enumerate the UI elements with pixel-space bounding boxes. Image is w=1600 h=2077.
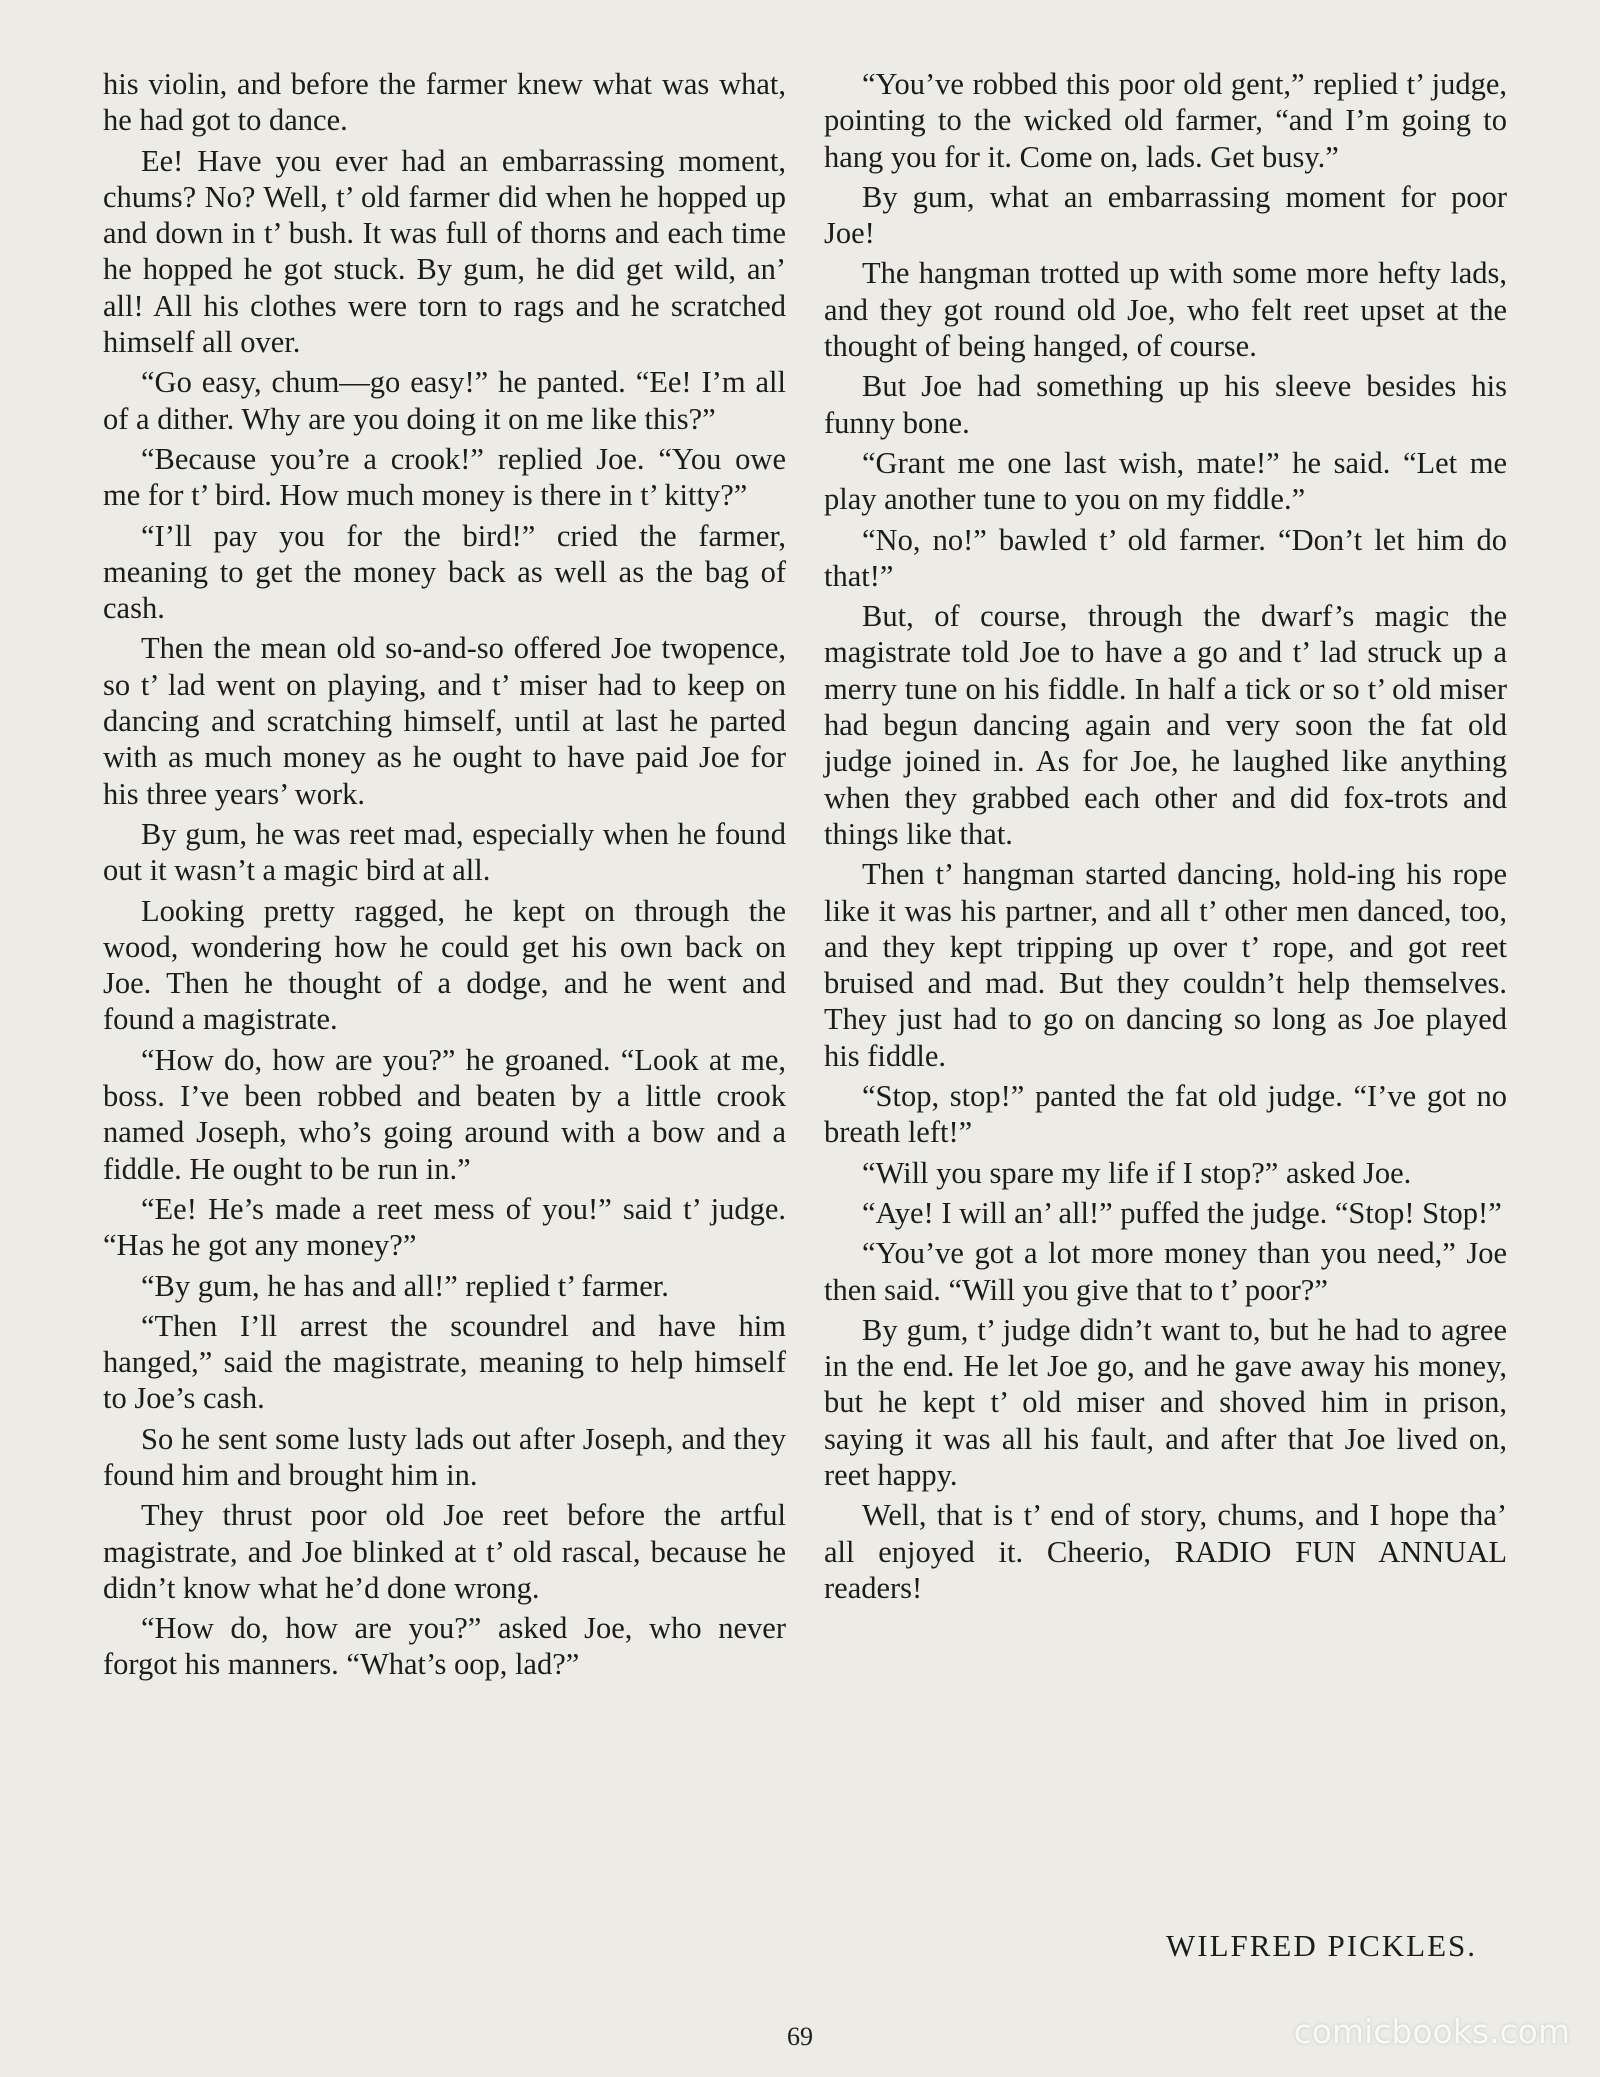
- paragraph: But, of course, through the dwarf’s magic the magistrate told Joe to have a go and t’ lad struck up a merry tune on his fiddle. In half a tick or so t’ old miser had begun dancing again and very soon the fat old judge joined in. As for Joe, he laughed like anything when they grabbed each other and did fox-trots and things like that.: [824, 599, 1507, 851]
- paragraph: “Aye! I will an’ all!” puffed the judge. “Stop! Stop!”: [862, 1195, 1502, 1230]
- paragraph: “Then I’ll arrest the scoundrel and have him hanged,” said the magistrate, meaning to help himself to Joe’s cash.: [103, 1308, 786, 1416]
- paragraph: But Joe had something up his sleeve besides his funny bone.: [824, 369, 1507, 440]
- paragraph: “How do, how are you?” asked Joe, who never forgot his manners. “What’s oop, lad?”: [103, 1611, 786, 1682]
- left-column: [103, 66, 786, 1687]
- paragraph: By gum, what an embarrassing moment for poor Joe!: [824, 179, 1507, 251]
- paragraph: “By gum, he has and all!” replied t’ farmer.: [141, 1268, 669, 1303]
- author-signature: WILFRED PICKLES.: [1166, 1928, 1477, 1963]
- paragraph: So he sent some lusty lads out after Joseph, and they found him and brought him in.: [103, 1421, 786, 1492]
- paragraph: The hangman trotted up with some more hefty lads, and they got round old Joe, who felt reet upset at the thought of being hanged, of course.: [824, 256, 1507, 364]
- paragraph: Looking pretty ragged, he kept on through the wood, wondering how he could get his own back on Joe. Then he thought of a dodge, and he went and found a magistrate.: [103, 893, 786, 1037]
- paragraph: “Will you spare my life if I stop?” asked Joe.: [862, 1155, 1412, 1190]
- paragraph: “Go easy, chum—go easy!” he panted. “Ee! I’m all of a dither. Why are you doing it on me like this?”: [103, 365, 786, 436]
- paragraph: “Because you’re a crook!” replied Joe. “You owe me for t’ bird. How much money is there in t’ kitty?”: [103, 441, 786, 513]
- paragraph: “You’ve robbed this poor old gent,” replied t’ judge, pointing to the wicked old farmer, “and I’m going to hang you for it. Come on, lads. Get busy.”: [824, 67, 1507, 174]
- paragraph: “I’ll pay you for the bird!” cried the farmer, meaning to get the money back as well as the bag of cash.: [103, 518, 786, 626]
- paragraph: Then the mean old so-and-so offered Joe twopence, so t’ lad went on playing, and t’ miser had to keep on dancing and scratching himself, until at last he parted with as much money as he ought to have paid Joe for his three years’ work.: [103, 631, 786, 811]
- paragraph: “Stop, stop!” panted the fat old judge. “I’ve got no breath left!”: [824, 1079, 1507, 1150]
- paragraph: “Ee! He’s made a reet mess of you!” said t’ judge. “Has he got any money?”: [103, 1191, 786, 1263]
- paragraph: Well, that is t’ end of story, chums, and I hope tha’ all enjoyed it. Cheerio, RADIO FUN ANNUAL readers!: [824, 1498, 1507, 1605]
- right-column: [824, 66, 1507, 1610]
- page-number: 69: [787, 2022, 813, 2051]
- paragraph: “Grant me one last wish, mate!” he said. “Let me play another tune to you on my fiddle.”: [824, 445, 1507, 517]
- paragraph: Ee! Have you ever had an embarrassing moment, chums? No? Well, t’ old farmer did when he hopped up and down in t’ bush. It was full of thorns and each time he hopped he got stuck. By gum, he did get wild, an’ all! All his clothes were torn to rags and he scratched himself all over.: [103, 143, 786, 360]
- paragraph: his violin, and before the farmer knew what was what, he had got to dance.: [103, 67, 786, 138]
- paragraph: By gum, t’ judge didn’t want to, but he had to agree in the end. He let Joe go, and he gave away his money, but he kept t’ old miser and shoved him in prison, saying it was all his fault, and after that Joe lived on, reet happy.: [824, 1312, 1507, 1492]
- paragraph: “No, no!” bawled t’ old farmer. “Don’t let him do that!”: [824, 522, 1507, 593]
- paragraph: Then t’ hangman started dancing, hold-ing his rope like it was his partner, and all t’ other men danced, too, and they kept tripping up over t’ rope, and got reet bruised and mad. But they couldn’t help themselves. They just had to go on dancing so long as Joe played his fiddle.: [824, 857, 1507, 1073]
- watermark: comicbooks.com: [1293, 2012, 1570, 2051]
- paragraph: “You’ve got a lot more money than you need,” Joe then said. “Will you give that to t’ poor?”: [824, 1236, 1507, 1307]
- paragraph: They thrust poor old Joe reet before the artful magistrate, and Joe blinked at t’ old rascal, because he didn’t know what he’d done wrong.: [103, 1498, 786, 1605]
- paragraph: “How do, how are you?” he groaned. “Look at me, boss. I’ve been robbed and beaten by a little crook named Joseph, who’s going around with a bow and a fiddle. He ought to be run in.”: [103, 1042, 786, 1186]
- paragraph: By gum, he was reet mad, especially when he found out it wasn’t a magic bird at all.: [103, 816, 786, 888]
